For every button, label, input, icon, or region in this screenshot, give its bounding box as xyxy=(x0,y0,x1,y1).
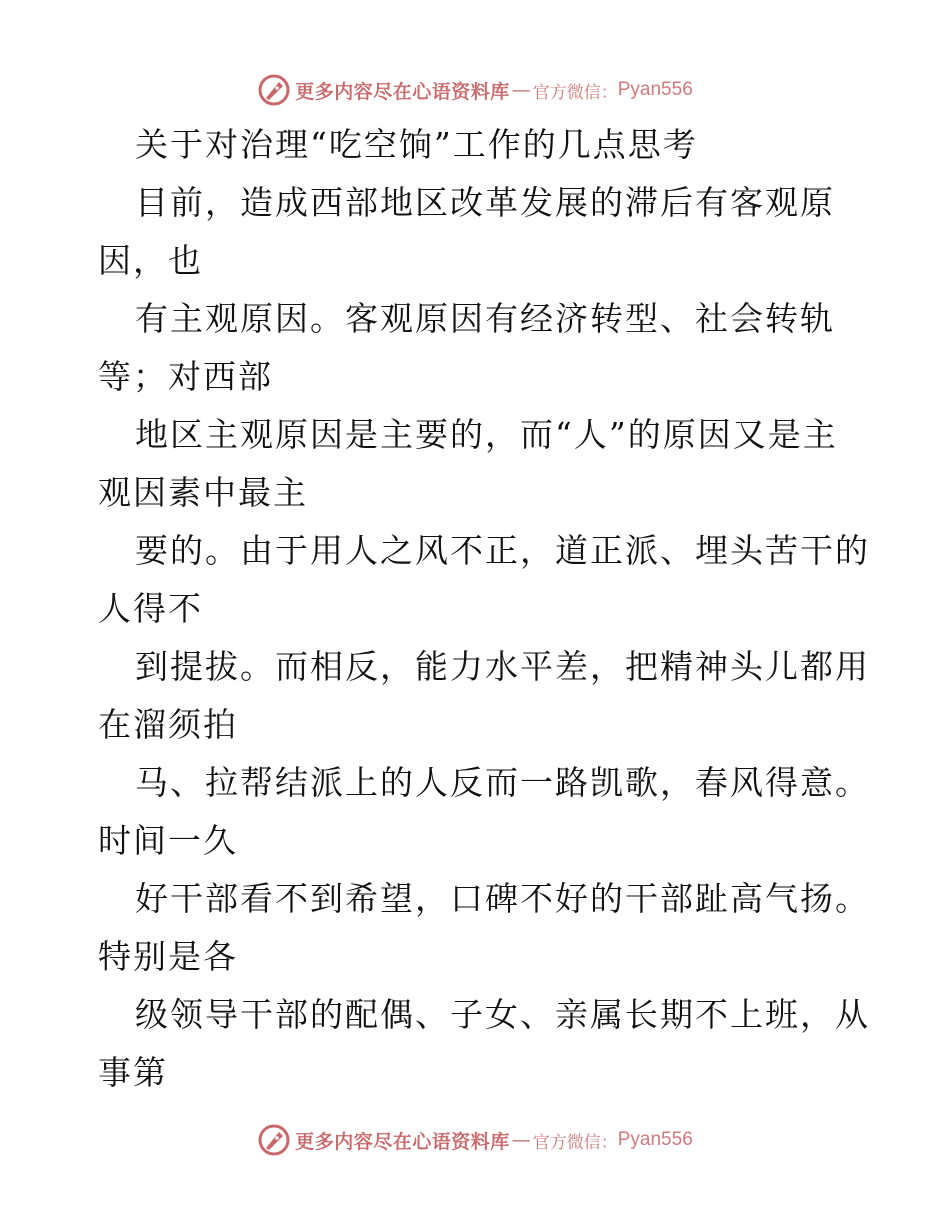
watermark-text: 更多内容尽在心语资料库 xyxy=(295,1130,510,1153)
paragraph-line: 在溜须拍 xyxy=(98,705,238,744)
paragraph-line: 要的。由于用人之风不正，道正派、埋头苦干的 xyxy=(135,531,870,570)
watermark-dash: — xyxy=(511,1129,531,1151)
footer-watermark xyxy=(0,1122,950,1158)
watermark-label: 官方微信： xyxy=(532,1132,618,1153)
paragraph-line: 时间一久 xyxy=(98,821,238,860)
pen-nib-seal-icon xyxy=(257,73,291,107)
header-watermark xyxy=(0,72,950,108)
paragraph-line: 等；对西部 xyxy=(98,357,273,396)
watermark-dash: — xyxy=(511,79,531,101)
paragraph-line: 因，也 xyxy=(98,241,203,280)
paragraph-line: 到提拔。而相反，能力水平差，把精神头儿都用 xyxy=(135,647,870,686)
paragraph-line: 马、拉帮结派上的人反而一路凯歌，春风得意。 xyxy=(135,763,870,802)
watermark-wechat-id: Pyan556 xyxy=(617,1129,693,1150)
paragraph-line: 观因素中最主 xyxy=(98,473,308,512)
document-body xyxy=(98,116,870,1102)
paragraph-line: 级领导干部的配偶、子女、亲属长期不上班，从 xyxy=(135,995,870,1034)
watermark-label: 官方微信： xyxy=(532,82,618,103)
paragraph-line: 好干部看不到希望，口碑不好的干部趾高气扬。 xyxy=(135,879,870,918)
paragraph-line: 人得不 xyxy=(98,589,203,628)
watermark-text: 更多内容尽在心语资料库 xyxy=(295,80,510,103)
paragraph-line: 有主观原因。客观原因有经济转型、社会转轨 xyxy=(135,299,835,338)
paragraph-line: 目前，造成西部地区改革发展的滞后有客观原 xyxy=(135,183,835,222)
paragraph-line: 事第 xyxy=(98,1053,168,1092)
document-title: 关于对治理“吃空饷”工作的几点思考 xyxy=(135,125,698,164)
pen-nib-seal-icon xyxy=(257,1123,291,1157)
paragraph-line: 特别是各 xyxy=(98,937,238,976)
paragraph-line: 地区主观原因是主要的，而“人”的原因又是主 xyxy=(135,415,838,454)
watermark-wechat-id: Pyan556 xyxy=(617,79,693,100)
